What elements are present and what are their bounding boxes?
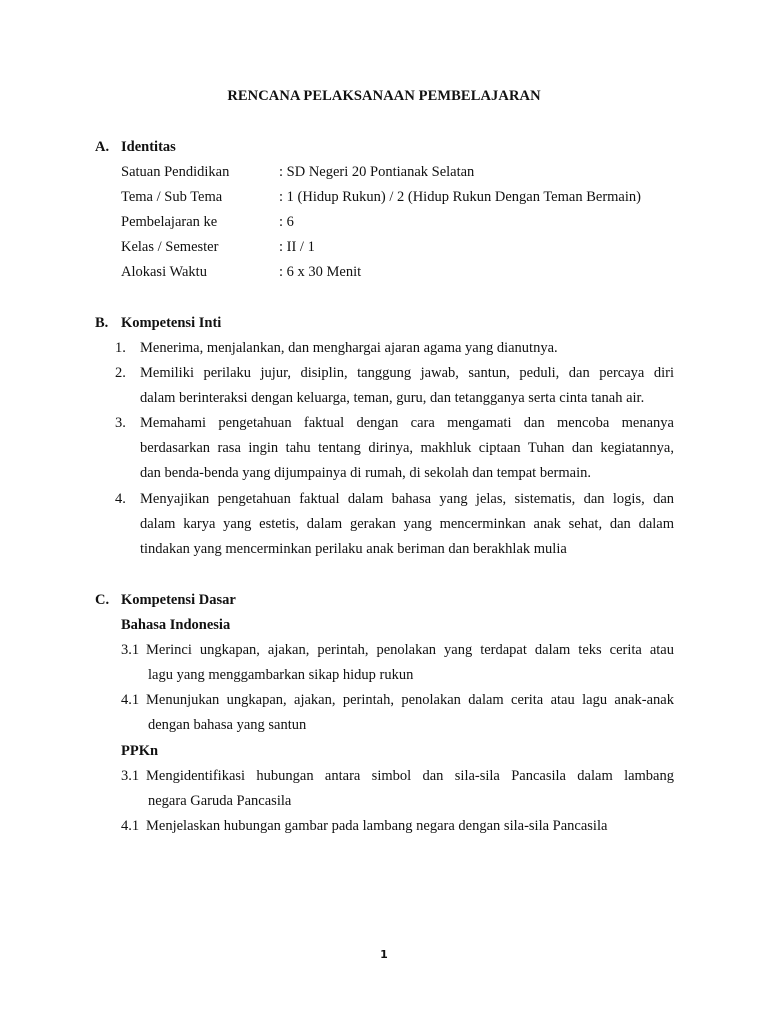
- section-a-title: Identitas: [121, 139, 176, 155]
- kd-number: 4.1: [121, 818, 140, 834]
- ki-number: 3.: [115, 415, 126, 431]
- subject-bahasa-indonesia: Bahasa Indonesia: [121, 617, 231, 633]
- section-c-letter: C.: [95, 592, 110, 608]
- identity-row-satuan: [121, 164, 474, 181]
- kd-line: Mengidentifikasi hubungan antara simbol dan sila-sila Pancasila dalam lambang: [146, 768, 674, 784]
- ki-number: 4.: [115, 491, 126, 507]
- kd-line: Menunjukan ungkapan, ajakan, perintah, penolakan dalam cerita atau lagu anak-anak: [146, 692, 674, 708]
- ki-line: dalam karya yang estetis, dalam gerakan yang mencerminkan anak sehat, dan dalam: [140, 516, 674, 532]
- ki-line: Memahami pengetahuan faktual dengan cara mengamati dan mencoba menanya: [140, 415, 674, 431]
- ki-line: dalam berinteraksi dengan keluarga, teman, guru, dan tetangganya serta cinta tanah air.: [140, 390, 645, 406]
- identity-label: Alokasi Waktu: [121, 264, 207, 280]
- identity-row-kelas: [121, 239, 315, 256]
- identity-value: : II / 1: [279, 239, 315, 255]
- document-title: RENCANA PELAKSANAAN PEMBELAJARAN: [227, 88, 541, 104]
- kd-line: negara Garuda Pancasila: [148, 793, 292, 809]
- ki-line: Menyajikan pengetahuan faktual dalam bahasa yang jelas, sistematis, dan logis, dan: [140, 491, 674, 507]
- identity-row-alokasi: [121, 264, 361, 281]
- ki-line: berdasarkan rasa ingin tahu tentang dirinya, makhluk ciptaan Tuhan dan kegiatannya,: [140, 440, 674, 456]
- section-a-heading: [95, 139, 176, 156]
- identity-row-tema: [121, 189, 641, 206]
- kd-line: lagu yang menggambarkan sikap hidup rukun: [148, 667, 414, 683]
- kd-line: Merinci ungkapan, ajakan, perintah, penolakan yang terdapat dalam teks cerita atau: [146, 642, 674, 658]
- kd-line: dengan bahasa yang santun: [148, 717, 307, 733]
- kd-number: 3.1: [121, 642, 140, 658]
- ki-number: 2.: [115, 365, 126, 381]
- kd-line: Menjelaskan hubungan gambar pada lambang negara dengan sila-sila Pancasila: [146, 818, 608, 834]
- section-c-title: Kompetensi Dasar: [121, 592, 236, 608]
- identity-value: : 1 (Hidup Rukun) / 2 (Hidup Rukun Dengan Teman Bermain): [279, 189, 641, 205]
- identity-label: Satuan Pendidikan: [121, 164, 230, 180]
- ki-line: Memiliki perilaku jujur, disiplin, tanggung jawab, santun, peduli, dan percaya diri: [140, 365, 674, 381]
- kd-number: 3.1: [121, 768, 140, 784]
- subject-ppkn: PPKn: [121, 743, 159, 759]
- page-number: 1: [380, 948, 388, 961]
- section-b-letter: B.: [95, 315, 109, 331]
- ki-number: 1.: [115, 340, 126, 356]
- identity-value: : SD Negeri 20 Pontianak Selatan: [279, 164, 475, 180]
- section-b-heading: [95, 315, 221, 332]
- kd-number: 4.1: [121, 692, 140, 708]
- section-b-title: Kompetensi Inti: [121, 315, 222, 331]
- section-a-letter: A.: [95, 139, 110, 155]
- identity-label: Tema / Sub Tema: [121, 189, 223, 205]
- section-c-heading: [95, 592, 236, 609]
- ki-line: dan benda-benda yang dijumpainya di rumah, di sekolah dan tempat bermain.: [140, 465, 591, 481]
- identity-value: : 6 x 30 Menit: [279, 264, 362, 280]
- identity-row-pembelajaran: [121, 214, 294, 231]
- identity-label: Kelas / Semester: [121, 239, 219, 255]
- identity-value: : 6: [279, 214, 294, 230]
- ki-line: tindakan yang mencerminkan perilaku anak beriman dan berakhlak mulia: [140, 541, 567, 557]
- ki-line: Menerima, menjalankan, dan menghargai ajaran agama yang dianutnya.: [140, 340, 558, 356]
- identity-label: Pembelajaran ke: [121, 214, 218, 230]
